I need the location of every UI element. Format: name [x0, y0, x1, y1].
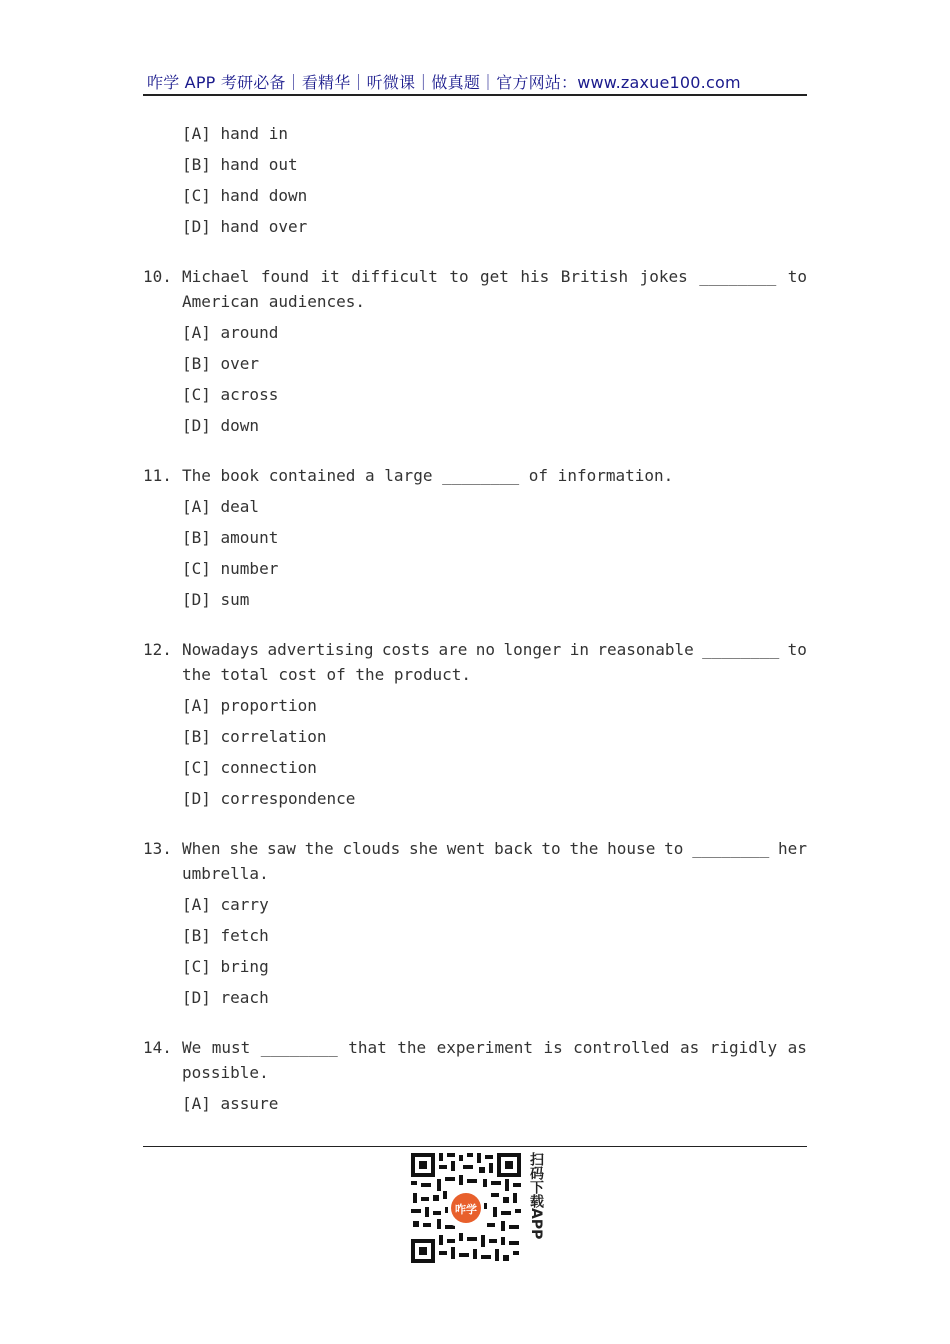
word: rigidly — [709, 1038, 778, 1057]
word: difficult — [351, 267, 438, 286]
word: advertising — [267, 640, 374, 659]
word: she — [409, 839, 438, 858]
q13-stem-line2: umbrella. — [182, 864, 269, 883]
footer-divider — [143, 1146, 807, 1147]
q13-number: 13. — [143, 839, 172, 858]
q10-option-a: [A] around — [182, 323, 279, 342]
q12-stem-line2: the total cost of the product. — [182, 665, 471, 684]
q11-stem-line1: The book contained a large ________ of information. — [182, 466, 674, 485]
q14-option-a: [A] assure — [182, 1094, 279, 1113]
q9-option-d: [D] hand over — [182, 217, 308, 236]
word: to — [787, 267, 807, 286]
word: went — [446, 839, 486, 858]
word: British — [560, 267, 629, 286]
word: to — [787, 640, 807, 659]
q11-option-a: [A] deal — [182, 497, 260, 516]
word: found — [260, 267, 310, 286]
q13-option-c: [C] bring — [182, 957, 269, 976]
q14-number: 14. — [143, 1038, 172, 1057]
qr-caption-scan-download-app: 扫码下载APP — [528, 1152, 544, 1240]
header-banner-text[interactable]: 咋学 APP 考研必备｜看精华｜听微课｜做真题｜官方网站：www.zaxue100.com — [147, 73, 741, 92]
word: back — [494, 839, 533, 858]
q10-option-d: [D] down — [182, 416, 260, 435]
word: to — [664, 839, 684, 858]
word: is — [543, 1038, 563, 1057]
word: her — [778, 839, 807, 858]
answer-blank: ________ — [699, 267, 777, 286]
q13-option-b: [B] fetch — [182, 926, 269, 945]
word: get — [480, 267, 509, 286]
word: the — [397, 1038, 427, 1057]
q11-option-d: [D] sum — [182, 590, 250, 609]
zaxue-logo-text: 咋学 — [455, 1203, 477, 1216]
download-app-qr-code[interactable] — [409, 1151, 523, 1265]
word: to — [449, 267, 469, 286]
word: costs — [381, 640, 431, 659]
word: house — [607, 839, 656, 858]
q9-option-a: [A] hand in — [182, 124, 288, 143]
word: the — [304, 839, 334, 858]
word: must — [211, 1038, 251, 1057]
q13-option-d: [D] reach — [182, 988, 269, 1007]
word: clouds — [342, 839, 401, 858]
q9-option-c: [C] hand down — [182, 186, 308, 205]
q12-option-b: [B] correlation — [182, 727, 327, 746]
word: Michael — [182, 267, 250, 286]
word: saw — [267, 839, 296, 858]
q12-option-d: [D] correspondence — [182, 789, 356, 808]
word: to — [541, 839, 561, 858]
word: jokes — [639, 267, 688, 286]
q13-stem-line1 — [182, 839, 807, 859]
word: no — [475, 640, 496, 659]
answer-blank: ________ — [702, 640, 780, 659]
answer-blank: ________ — [692, 839, 770, 858]
q14-stem-line2: possible. — [182, 1063, 269, 1082]
word: Nowadays — [182, 640, 260, 659]
q10-stem-line1 — [182, 267, 807, 287]
q9-option-b: [B] hand out — [182, 155, 298, 174]
q11-option-b: [B] amount — [182, 528, 279, 547]
answer-blank: ________ — [260, 1038, 338, 1057]
q13-option-a: [A] carry — [182, 895, 269, 914]
page-header — [143, 68, 807, 96]
word: When — [182, 839, 221, 858]
word: that — [348, 1038, 387, 1057]
word: as — [679, 1038, 700, 1057]
word: are — [438, 640, 468, 659]
q12-option-c: [C] connection — [182, 758, 317, 777]
q10-number: 10. — [143, 267, 172, 286]
word: his — [520, 267, 550, 286]
q12-number: 12. — [143, 640, 172, 659]
q10-option-c: [C] across — [182, 385, 279, 404]
word: We — [182, 1038, 202, 1057]
q10-option-b: [B] over — [182, 354, 260, 373]
word: reasonable — [597, 640, 694, 659]
word: it — [320, 267, 340, 286]
q12-option-a: [A] proportion — [182, 696, 317, 715]
word: in — [569, 640, 589, 659]
q14-stem-line1 — [182, 1038, 807, 1058]
q11-option-c: [C] number — [182, 559, 279, 578]
word: as — [787, 1038, 807, 1057]
word: longer — [503, 640, 562, 659]
q10-stem-line2: American audiences. — [182, 292, 366, 311]
q11-number: 11. — [143, 466, 172, 485]
word: she — [229, 839, 259, 858]
q12-stem-line1 — [182, 640, 807, 660]
word: the — [569, 839, 599, 858]
word: controlled — [573, 1038, 670, 1057]
word: experiment — [436, 1038, 533, 1057]
